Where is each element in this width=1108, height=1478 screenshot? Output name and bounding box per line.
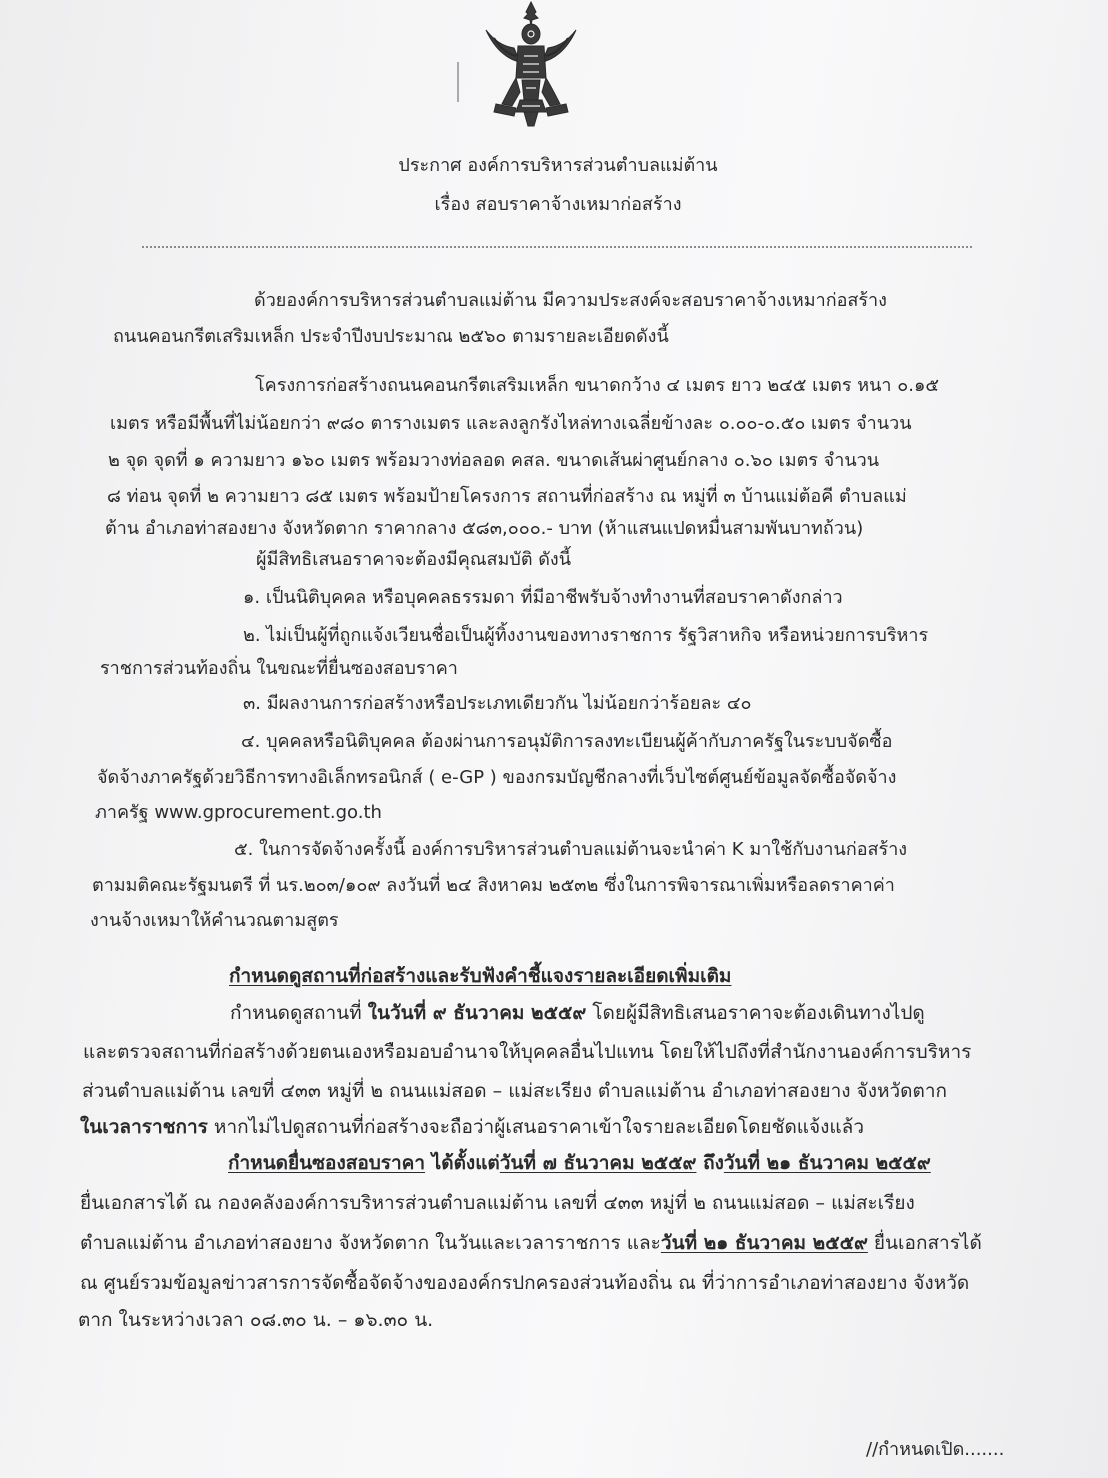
announcement-title: ประกาศ องค์การบริหารส่วนตำบลแม่ต้าน [398, 155, 718, 176]
site-visit-heading: กำหนดดูสถานที่ก่อสร้างและรับฟังคำชี้แจงรายละเอียดเพิ่มเติม [229, 965, 732, 987]
announcement-subject: เรื่อง สอบราคาจ้างเหมาก่อสร้าง [434, 194, 682, 215]
submission-line-4: ณ ศูนย์รวมข้อมูลข่าวสารการจัดซื้อจัดจ้างขององค์กรปกครองส่วนท้องถิ่น ณ ที่ว่าการอำเภอท่าสองยาง จังหวัด [80, 1272, 970, 1294]
qualification-1: ๑. เป็นนิติบุคคล หรือบุคคลธรรมดา ที่มีอาชีพรับจ้างทำงานที่สอบราคาดังกล่าว [243, 587, 843, 608]
qualification-2-line-2: ราชการส่วนท้องถิ่น ในขณะที่ยื่นซองสอบราคา [100, 658, 458, 679]
qualification-2-line-1: ๒. ไม่เป็นผู้ที่ถูกแจ้งเวียนชื่อเป็นผู้ทิ้งงานของทางราชการ รัฐวิสาหกิจ หรือหน่วยการบริหาร [243, 625, 929, 646]
project-line-5: ต้าน อำเภอท่าสองยาง จังหวัดตาก ราคากลาง ๕๘๓,๐๐๐.- บาท (ห้าแสนแปดหมื่นสามพันบาทถ้วน) [105, 518, 864, 539]
pen-mark [456, 62, 460, 102]
site-visit-line-3: ส่วนตำบลแม่ต้าน เลขที่ ๔๓๓ หมู่ที่ ๒ ถนนแม่สอด – แม่สะเรียง ตำบลแม่ต้าน อำเภอท่าสองยาง จังหวัดตาก [82, 1080, 948, 1102]
submission-line-5: ตาก ในระหว่างเวลา ๐๘.๓๐ น. – ๑๖.๓๐ น. [78, 1309, 434, 1331]
qualification-5-line-3: งานจ้างเหมาให้คำนวณตามสูตร [90, 910, 339, 931]
site-visit-line-1: กำหนดดูสถานที่ ในวันที่ ๙ ธันวาคม ๒๕๕๙ โดยผู้มีสิทธิเสนอราคาจะต้องเดินทางไปดู [230, 1002, 925, 1024]
submission-line-2: ยื่นเอกสารได้ ณ กองคลังองค์การบริหารส่วนตำบลแม่ต้าน เลขที่ ๔๓๓ หมู่ที่ ๒ ถนนแม่สอด – แม่สะเรียง [80, 1192, 915, 1214]
garuda-emblem [476, 0, 586, 128]
intro-line-1: ด้วยองค์การบริหารส่วนตำบลแม่ต้าน มีความประสงค์จะสอบราคาจ้างเหมาก่อสร้าง [254, 290, 887, 311]
qualification-5-line-1: ๕. ในการจัดจ้างครั้งนี้ องค์การบริหารส่วนตำบลแม่ต้านจะนำค่า K มาใช้กับงานก่อสร้าง [234, 839, 908, 860]
continuation-note: //กำหนดเปิด....... [866, 1439, 1005, 1460]
submission-line-3: ตำบลแม่ต้าน อำเภอท่าสองยาง จังหวัดตาก ในวันและเวลาราชการ และวันที่ ๒๑ ธันวาคม ๒๕๕๙ ยื่นเอกสารได้ [80, 1232, 982, 1254]
qualification-4-line-2: จัดจ้างภาครัฐด้วยวิธีการทางอิเล็กทรอนิกส์ ( e-GP ) ของกรมบัญชีกลางที่เว็บไซต์ศูนย์ข้อมูลจัดซื้อจัดจ้าง [97, 767, 897, 788]
project-line-2: เมตร หรือมีพื้นที่ไม่น้อยกว่า ๙๘๐ ตารางเมตร และลงลูกรังไหล่ทางเฉลี่ยข้างละ ๐.๐๐-๐.๕๐ เมตร จำนวน [110, 413, 912, 434]
qualification-4-line-1: ๔. บุคคลหรือนิติบุคคล ต้องผ่านการอนุมัติการลงทะเบียนผู้ค้ากับภาครัฐในระบบจัดซื้อ [241, 731, 893, 752]
site-visit-line-4: ในเวลาราชการ หากไม่ไปดูสถานที่ก่อสร้างจะถือว่าผู้เสนอราคาเข้าใจรายละเอียดโดยชัดแจ้งแล้ว [80, 1116, 864, 1138]
site-visit-line-2: และตรวจสถานที่ก่อสร้างด้วยตนเองหรือมอบอำนาจให้บุคคลอื่นไปแทน โดยให้ไปถึงที่สำนักงานองค์การบริหาร [83, 1041, 972, 1063]
qualification-5-line-2: ตามมติคณะรัฐมนตรี ที่ นร.๒๐๓/๑๐๙ ลงวันที่ ๒๔ สิงหาคม ๒๕๓๒ ซึ่งในการพิจารณาเพิ่มหรือลดราคาค่า [92, 875, 895, 896]
intro-line-2: ถนนคอนกรีตเสริมเหล็ก ประจำปีงบประมาณ ๒๕๖๐ ตามรายละเอียดดังนี้ [113, 326, 669, 347]
submission-line-1: กำหนดยื่นซองสอบราคา ได้ตั้งแต่วันที่ ๗ ธันวาคม ๒๕๕๙ ถึงวันที่ ๒๑ ธันวาคม ๒๕๕๙ [228, 1152, 931, 1174]
qualifications-intro: ผู้มีสิทธิเสนอราคาจะต้องมีคุณสมบัติ ดังนี้ [256, 549, 572, 570]
dotted-divider [142, 246, 972, 248]
qualification-4-line-3: ภาครัฐ www.gprocurement.go.th [95, 802, 382, 823]
project-line-3: ๒ จุด จุดที่ ๑ ความยาว ๑๖๐ เมตร พร้อมวางท่อลอด คสล. ขนาดเส้นผ่าศูนย์กลาง ๐.๖๐ เมตร จำนวน [108, 450, 880, 471]
project-line-1: โครงการก่อสร้างถนนคอนกรีตเสริมเหล็ก ขนาดกว้าง ๔ เมตร ยาว ๒๔๕ เมตร หนา ๐.๑๕ [255, 375, 939, 396]
qualification-3: ๓. มีผลงานการก่อสร้างหรือประเภทเดียวกัน ไม่น้อยกว่าร้อยละ ๔๐ [243, 693, 752, 714]
project-line-4: ๘ ท่อน จุดที่ ๒ ความยาว ๘๕ เมตร พร้อมป้ายโครงการ สถานที่ก่อสร้าง ณ หมู่ที่ ๓ บ้านแม่ต้อคี ตำบลแม่ [107, 486, 907, 507]
